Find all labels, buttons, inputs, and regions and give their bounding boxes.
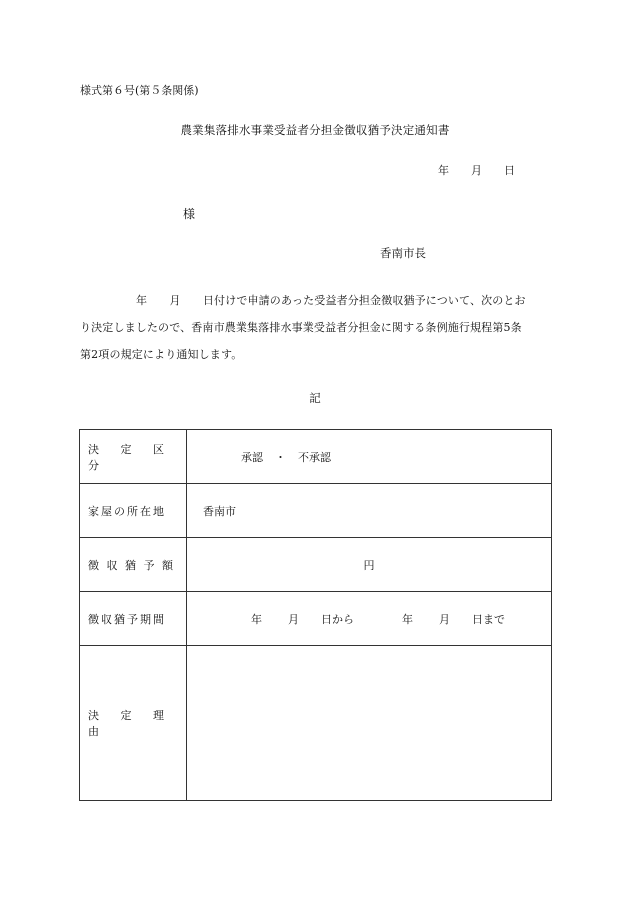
period-from-day: 日から (321, 612, 354, 626)
period-from-month: 月 (288, 612, 299, 626)
value-deferral-amount: 円 (187, 538, 552, 592)
table-row-amount (80, 538, 552, 592)
value-decision-category (187, 430, 552, 484)
issuer-name: 香南市長 (380, 246, 426, 260)
option-approve: 承認 (241, 450, 263, 464)
period-to-day: 日まで (472, 612, 505, 626)
option-reject: 不承認 (298, 450, 331, 464)
body-text-line-1-content: 年 月 日付けで申請のあった受益者分担金徴収猶予について、次のとお (136, 294, 526, 307)
option-separator: ・ (275, 450, 286, 464)
period-to-month: 月 (439, 612, 450, 626)
document-title: 農業集落排水事業受益者分担金徴収猶予決定通知書 (180, 123, 450, 137)
date-line (438, 162, 515, 178)
addressee-honorific: 様 (183, 207, 196, 221)
ki-heading: 記 (309, 391, 321, 405)
table-row-location (80, 484, 552, 538)
date-year-label: 年 (438, 164, 449, 177)
table-row-period (80, 592, 552, 646)
label-decision-category: 決 定 区 分 (80, 430, 187, 484)
date-day-label: 日 (504, 164, 515, 177)
form-number: 様式第６号(第５条関係) (80, 84, 199, 97)
table-row-reason (80, 646, 552, 801)
period-from-year: 年 (251, 612, 262, 626)
body-text-line-2: り決定しましたので、香南市農業集落排水事業受益者分担金に関する条例施行規程第5条 (80, 321, 522, 334)
table-row-decision (80, 430, 552, 484)
date-month-label: 月 (471, 164, 482, 177)
detail-table (79, 429, 552, 801)
label-deferral-amount: 徴 収 猶 予 額 (80, 538, 187, 592)
value-deferral-period (187, 592, 552, 646)
body-text-line-1 (80, 292, 526, 308)
label-deferral-period: 徴収猶予期間 (80, 592, 187, 646)
label-decision-reason: 決 定 理 由 (80, 646, 187, 801)
body-text-line-3: 第2項の規定により通知します。 (80, 348, 243, 361)
label-house-location: 家屋の所在地 (80, 484, 187, 538)
value-house-location: 香南市 (187, 484, 552, 538)
value-decision-reason (187, 646, 552, 801)
period-to-year: 年 (402, 612, 413, 626)
